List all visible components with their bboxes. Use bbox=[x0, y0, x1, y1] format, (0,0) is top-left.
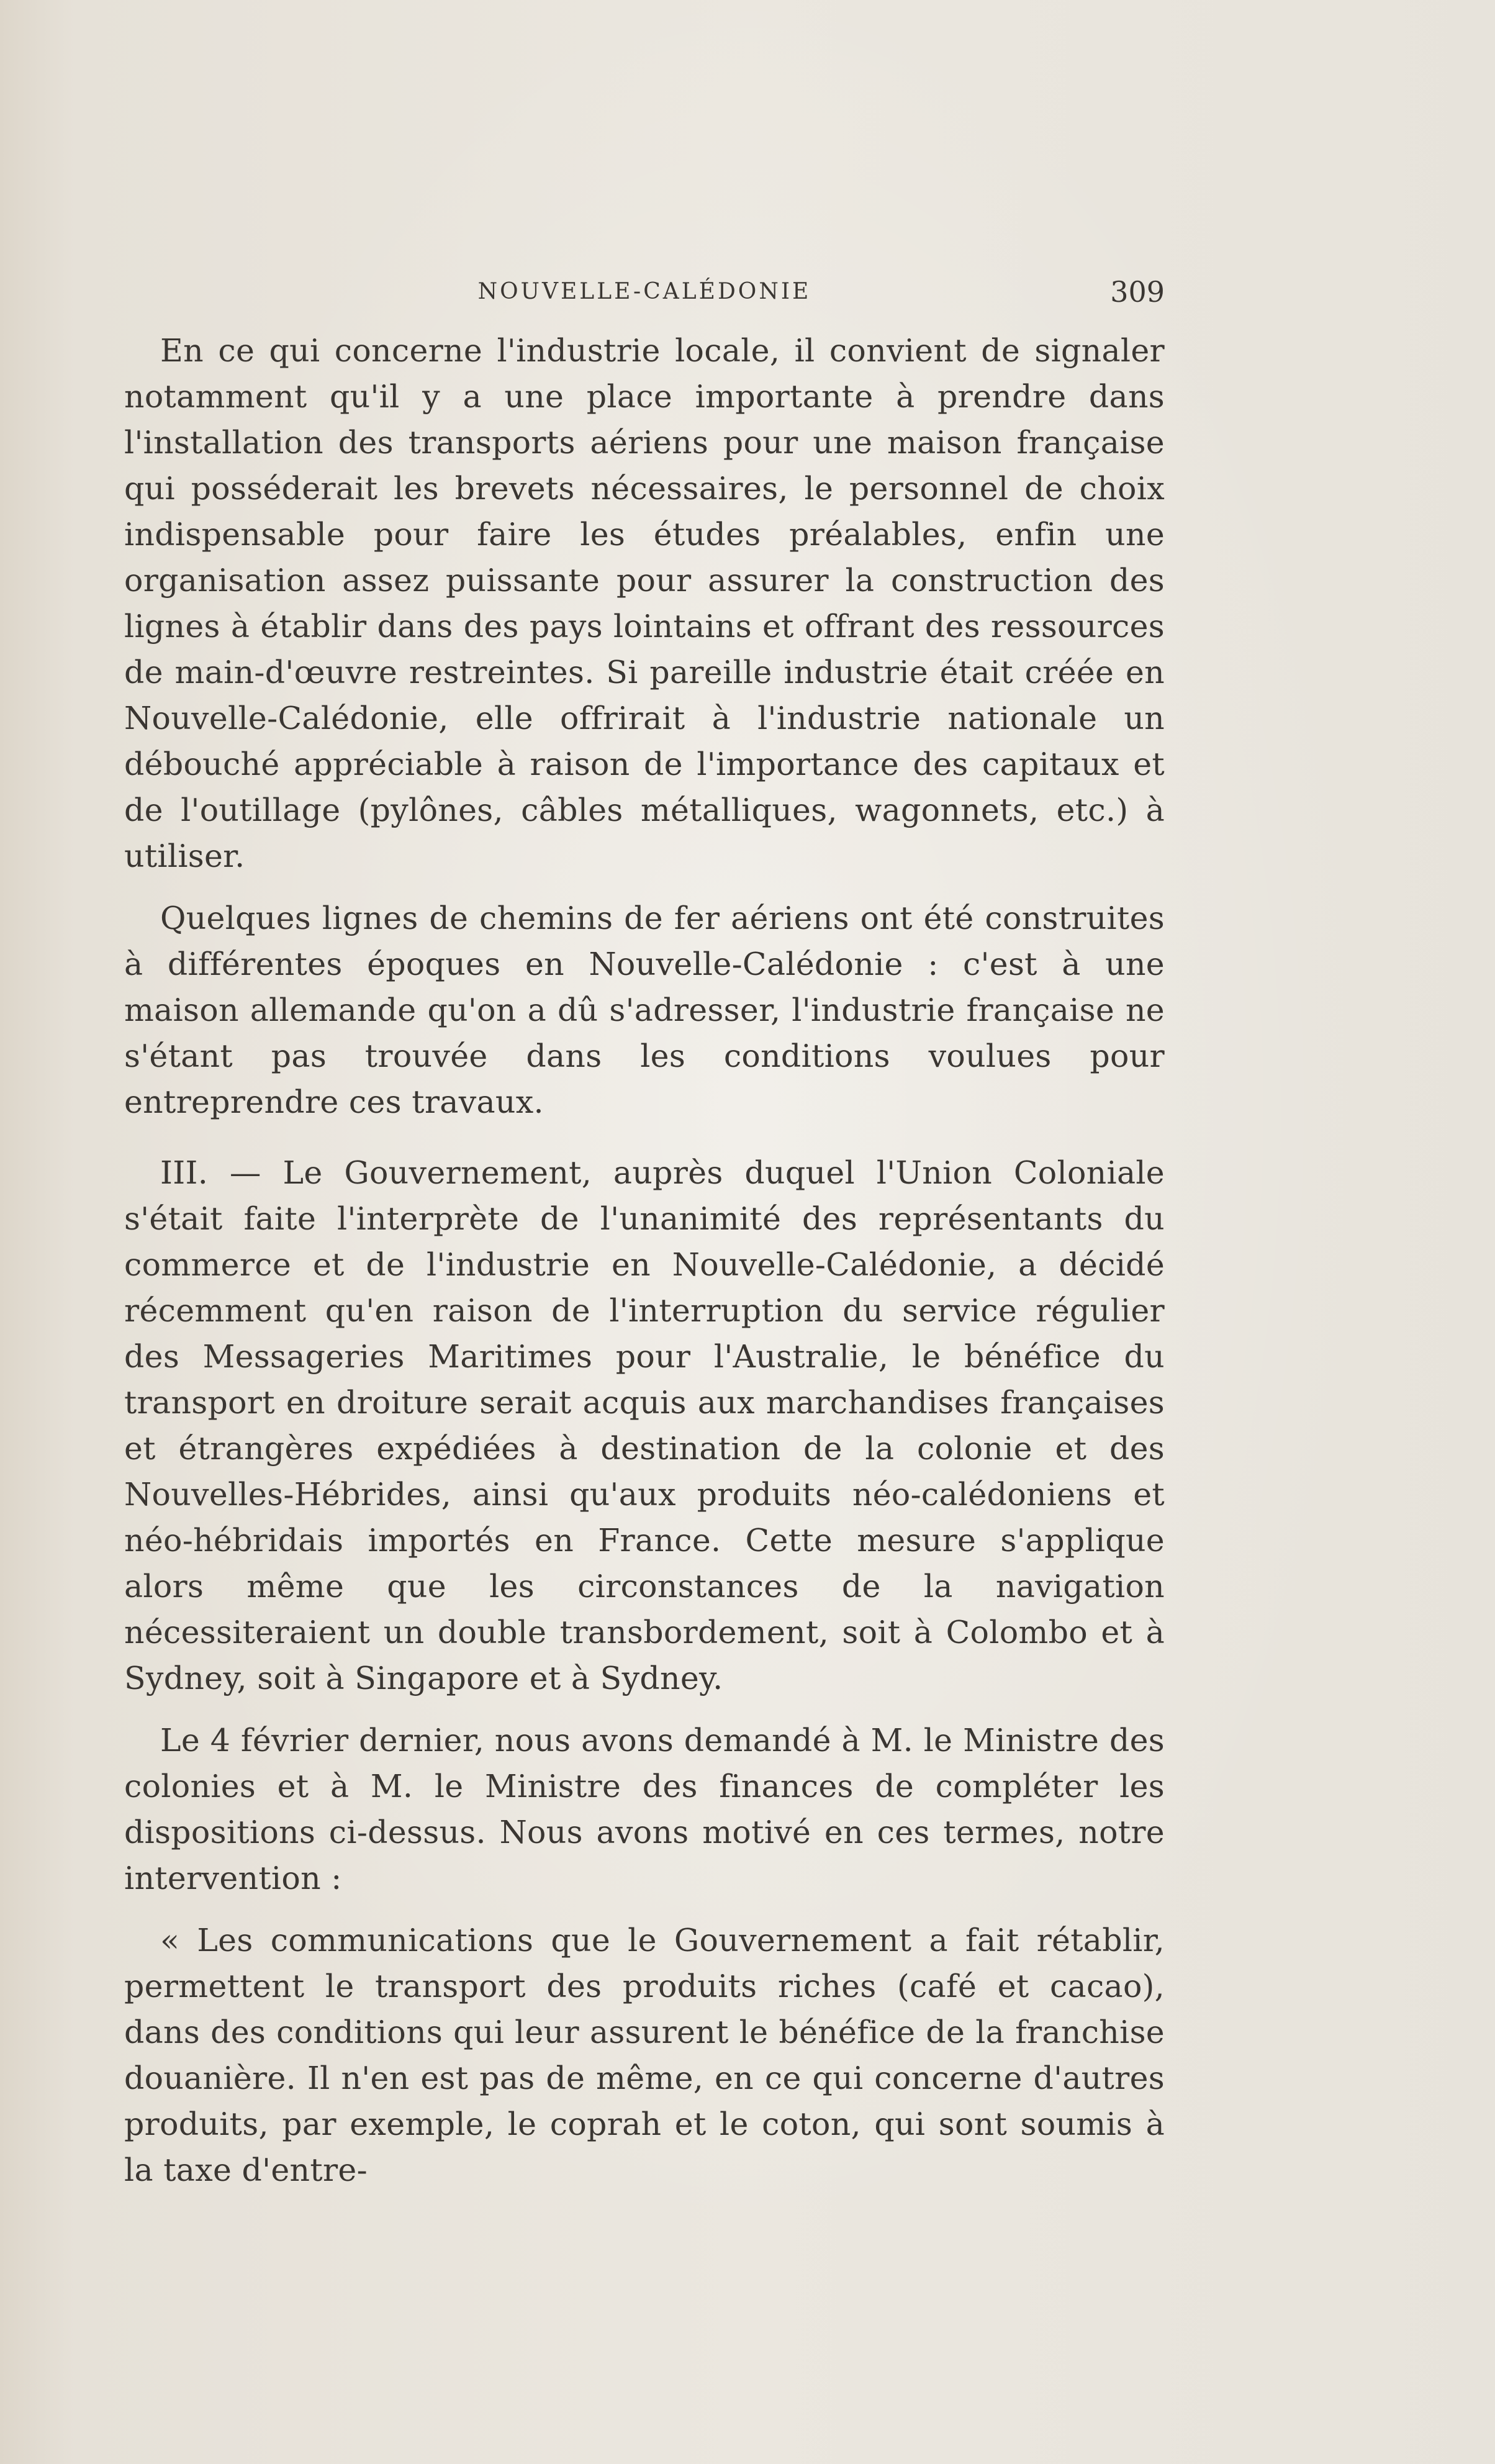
paragraph-quotation: « Les communications que le Gouvernement a fait rétablir, permettent le transport des produits riches (café et cacao), dans des conditions qui leur assurent le bénéfice de la franchise douanière. Il n'en est pas de même, en ce qui concerne d'autres produits, par exemple, le coprah et le coton, qui sont soumis à la taxe d'entre- bbox=[124, 1922, 1165, 2188]
body-text bbox=[124, 328, 1165, 2209]
page-header bbox=[124, 273, 1165, 310]
page-number: 309 bbox=[1110, 275, 1165, 309]
paragraph-chemins-de-fer-aeriens: Quelques lignes de chemins de fer aériens ont été construites à différentes époques en Nouvelle-Calédonie : c'est à une maison allemande qu'on a dû s'adresser, l'industrie française ne s'étant pas trouvée dans les conditions voulues pour entreprendre ces travaux. bbox=[124, 900, 1165, 1120]
paragraph-section-iii: III. — Le Gouvernement, auprès duquel l'Union Coloniale s'était faite l'interprète de l'unanimité des représentants du commerce et de l'industrie en Nouvelle-Calédonie, a décidé récemment qu'en raison de l'interruption du service régulier des Messageries Maritimes pour l'Australie, le bénéfice du transport en droiture serait acquis aux marchandises françaises et étrangères expédiées à destination de la colonie et des Nouvelles-Hébrides, ainsi qu'aux produits néo-calédoniens et néo-hébridais importés en France. Cette mesure s'applique alors même que les circonstances de la navigation nécessiteraient un double transbordement, soit à Colombo et à Sydney, soit à Singapore et à Sydney. bbox=[124, 1154, 1165, 1696]
paragraph-demande-ministre: Le 4 février dernier, nous avons demandé à M. le Ministre des colonies et à M. le Ministre des finances de compléter les dispositions ci-dessus. Nous avons motivé en ces termes, notre intervention : bbox=[124, 1722, 1165, 1896]
running-title: NOUVELLE-CALÉDONIE bbox=[477, 279, 811, 304]
paragraph-industrie-locale: En ce qui concerne l'industrie locale, il convient de signaler notamment qu'il y a une place importante à prendre dans l'installation des transports aériens pour une maison française qui posséderait les brevets nécessaires, le personnel de choix indispensable pour faire les études préalables, enfin une organisation assez puissante pour assurer la construction des lignes à établir dans des pays lointains et offrant des ressources de main-d'œuvre restreintes. Si pareille industrie était créée en Nouvelle-Calédonie, elle offrirait à l'industrie nationale un débouché appréciable à raison de l'importance des capitaux et de l'outillage (pylônes, câbles métalliques, wagonnets, etc.) à utiliser. bbox=[124, 332, 1165, 874]
